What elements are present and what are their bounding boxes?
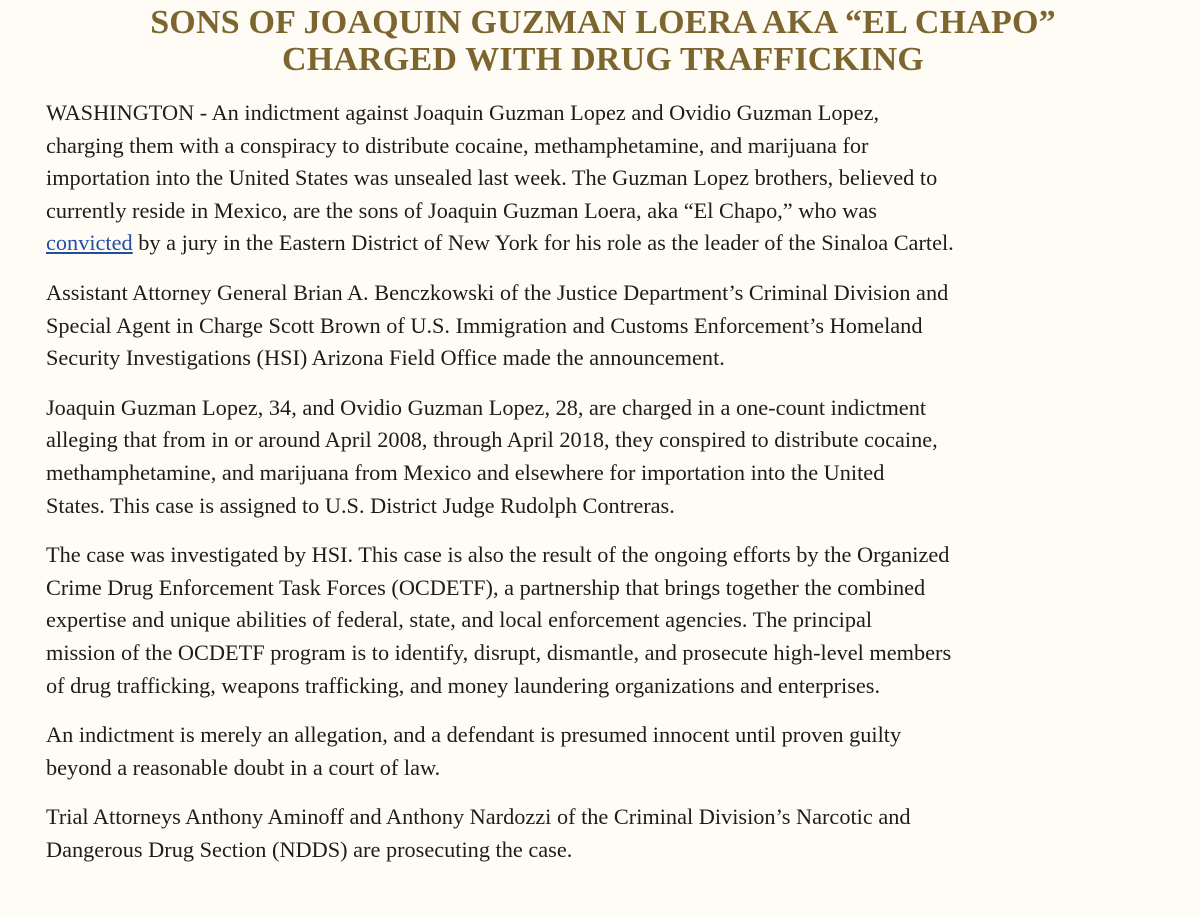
text-line: alleging that from in or around April 2008, through April 2018, they conspired to distribute cocaine, — [46, 427, 938, 453]
text-line: Assistant Attorney General Brian A. Benczkowski of the Justice Department’s Criminal Division and — [46, 279, 949, 305]
text-line: WASHINGTON - An indictment against Joaquin Guzman Lopez and Ovidio Guzman Lopez, — [46, 100, 880, 125]
convicted-link[interactable]: convicted — [46, 230, 133, 256]
text-line: Trial Attorneys Anthony Aminoff and Anthony Nardozzi of the Criminal Division’s Narcotic and — [46, 804, 911, 830]
text-line: importation into the United States was unsealed last week. The Guzman Lopez brothers, believed to — [46, 165, 938, 191]
text-line: An indictment is merely an allegation, and a defendant is presumed innocent until proven guilty — [46, 722, 902, 748]
text-line — [46, 227, 1160, 260]
text-line: currently reside in Mexico, are the sons of Joaquin Guzman Loera, aka “El Chapo,” who was — [46, 197, 877, 223]
paragraph-prosecutors — [46, 801, 1160, 866]
text-line: beyond a reasonable doubt in a court of law. — [46, 754, 441, 780]
paragraph-disclaimer — [46, 719, 1160, 784]
text-line: charging them with a conspiracy to distribute cocaine, methamphetamine, and marijuana for — [46, 132, 869, 158]
text-line: Crime Drug Enforcement Task Forces (OCDETF), a partnership that brings together the combined — [46, 574, 926, 600]
text-line: of drug trafficking, weapons trafficking, and money laundering organizations and enterprises. — [46, 672, 881, 698]
headline-line-1: SONS OF JOAQUIN GUZMAN LOERA AKA “EL CHAPO” — [150, 4, 1056, 41]
text-line: Dangerous Drug Section (NDDS) are prosecuting the case. — [46, 836, 573, 862]
text-line: Joaquin Guzman Lopez, 34, and Ovidio Guzman Lopez, 28, are charged in a one-count indictment — [46, 394, 927, 420]
paragraph-investigation — [46, 539, 1160, 702]
text-line: The case was investigated by HSI. This case is also the result of the ongoing efforts by the Organized — [46, 542, 950, 568]
text-fragment: by a jury in the Eastern District of New York for his role as the leader of the Sinaloa Cartel. — [132, 230, 954, 256]
text-line: mission of the OCDETF program is to identify, disrupt, dismantle, and prosecute high-level members — [46, 639, 952, 665]
text-line: States. This case is assigned to U.S. District Judge Rudolph Contreras. — [46, 492, 675, 518]
paragraph-announcement — [46, 97, 1160, 260]
paragraph-charges — [46, 392, 1160, 522]
text-line: Special Agent in Charge Scott Brown of U.S. Immigration and Customs Enforcement’s Homeland — [46, 312, 923, 338]
text-line: expertise and unique abilities of federal, state, and local enforcement agencies. The principal — [46, 607, 873, 633]
article-body — [46, 97, 1160, 866]
headline-line-2: CHARGED WITH DRUG TRAFFICKING — [281, 41, 925, 78]
text-line: methamphetamine, and marijuana from Mexico and elsewhere for importation into the United — [46, 459, 885, 485]
text-line: Security Investigations (HSI) Arizona Field Office made the announcement. — [46, 345, 725, 371]
paragraph-officials — [46, 277, 1160, 375]
headline — [46, 0, 1160, 78]
